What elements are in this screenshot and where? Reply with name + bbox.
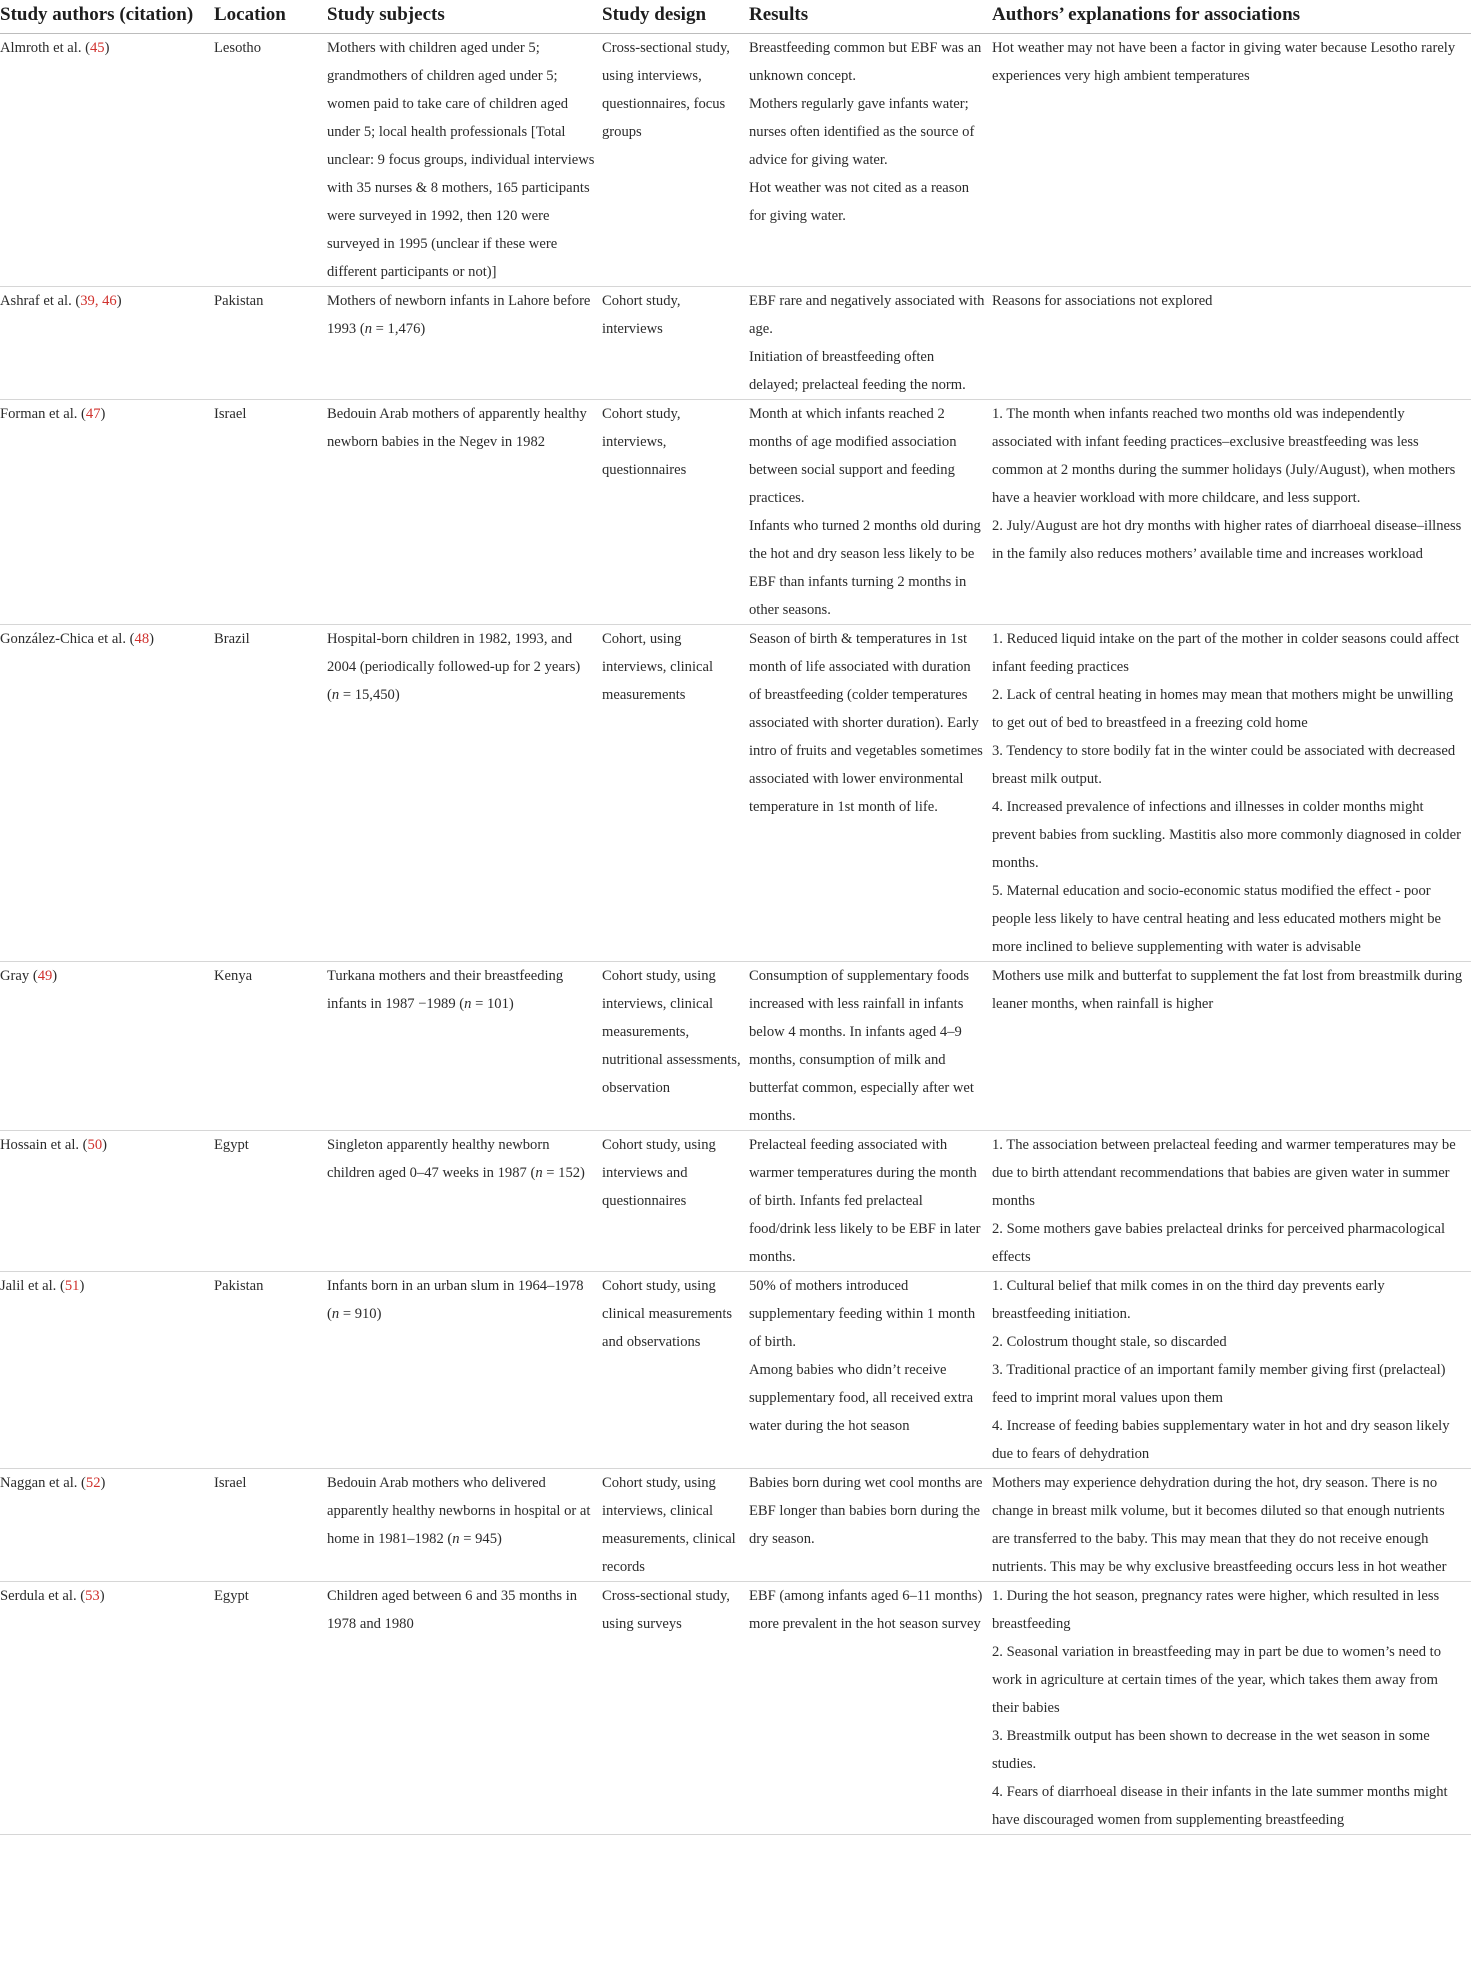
results-cell [749, 1131, 992, 1272]
result-line: Prelacteal feeding associated with warmer temperatures during the month of birth. Infants fed prelacteal food/drink less likely to be EBF in later months. [749, 1137, 981, 1265]
explanation-line: 2. Seasonal variation in breastfeeding may in part be due to women’s need to work in agriculture at certain times of the year, which takes them away from their babies [992, 1644, 1442, 1716]
explanations-cell [992, 1131, 1471, 1272]
location-cell: Egypt [214, 1137, 249, 1153]
results-cell [749, 962, 992, 1131]
location-cell: Brazil [214, 631, 250, 647]
table-row [0, 1582, 1471, 1835]
results-cell [749, 1272, 992, 1469]
result-line: Season of birth & temperatures in 1st month of life associated with duration of breastfeeding (colder temperatures associated with shorter duration). Early intro of fruits and vegetables sometimes associated with lower environmental temperature in 1st month of life. [749, 631, 983, 815]
design-cell: Cohort study, interviews, questionnaires [602, 406, 687, 478]
column-header: Study authors (citation) [0, 4, 194, 25]
author-cell: Serdula et al. (53) [0, 1588, 105, 1604]
location-cell: Pakistan [214, 293, 264, 309]
location-cell: Israel [214, 406, 247, 422]
design-cell: Cohort study, interviews [602, 293, 681, 337]
design-cell: Cross-sectional study, using surveys [602, 1588, 730, 1632]
explanation-line: Mothers use milk and butterfat to supplement the fat lost from breastmilk during leaner months, when rainfall is higher [992, 968, 1463, 1012]
explanation-line: 1. Cultural belief that milk comes in on the third day prevents early breastfeeding initiation. [992, 1278, 1385, 1322]
explanations-cell [992, 1469, 1471, 1582]
author-cell: Forman et al. (47) [0, 406, 106, 422]
author-name: Hossain et al. ( [0, 1137, 88, 1153]
design-cell: Cohort, using interviews, clinical measurements [602, 631, 714, 703]
explanation-line: 2. Colostrum thought stale, so discarded [992, 1334, 1227, 1350]
subjects-cell: Bedouin Arab mothers who delivered apparently healthy newborns in hospital or at home in 1981–1982 (n = 945) [327, 1475, 591, 1547]
author-cell: Jalil et al. (51) [0, 1278, 85, 1294]
result-line: EBF rare and negatively associated with age. [749, 293, 985, 337]
result-line: Among babies who didn’t receive supplementary food, all received extra water during the hot season [749, 1362, 974, 1434]
result-line: Infants who turned 2 months old during the hot and dry season less likely to be EBF than infants turning 2 months in other seasons. [749, 518, 981, 618]
result-line: EBF (among infants aged 6–11 months) more prevalent in the hot season survey [749, 1588, 983, 1632]
explanation-line: 1. The month when infants reached two months old was independently associated with infant feeding practices–exclusive breastfeeding was less common at 2 months during the summer holidays (July/August), when mothers have a heavier workload with more childcare, and less support. [992, 406, 1456, 506]
citation-link[interactable]: 48 [134, 631, 150, 647]
subjects-cell: Hospital-born children in 1982, 1993, and 2004 (periodically followed-up for 2 years) (n = 15,450) [327, 631, 581, 703]
table-row [0, 1131, 1471, 1272]
explanation-line: 3. Tendency to store bodily fat in the winter could be associated with decreased breast milk output. [992, 743, 1456, 787]
table-row [0, 625, 1471, 962]
author-name: Gray ( [0, 968, 38, 984]
author-cell: González-Chica et al. (48) [0, 631, 154, 647]
explanation-line: 2. July/August are hot dry months with higher rates of diarrhoeal disease–illness in the family also reduces mothers’ available time and increases workload [992, 518, 1462, 562]
explanations-cell [992, 400, 1471, 625]
subjects-cell: Mothers of newborn infants in Lahore before 1993 (n = 1,476) [327, 293, 591, 337]
author-name: Jalil et al. ( [0, 1278, 65, 1294]
author-cell: Almroth et al. (45) [0, 40, 110, 56]
results-cell [749, 1469, 992, 1582]
column-header: Location [214, 4, 286, 25]
explanation-line: 3. Breastmilk output has been shown to decrease in the wet season in some studies. [992, 1728, 1430, 1772]
author-name: Serdula et al. ( [0, 1588, 86, 1604]
author-cell: Naggan et al. (52) [0, 1475, 106, 1491]
explanation-line: 1. Reduced liquid intake on the part of the mother in colder seasons could affect infant feeding practices [992, 631, 1459, 675]
location-cell: Israel [214, 1475, 247, 1491]
author-cell: Gray (49) [0, 968, 58, 984]
result-line: Breastfeeding common but EBF was an unknown concept. [749, 40, 982, 84]
author-name: Naggan et al. ( [0, 1475, 86, 1491]
table-row [0, 287, 1471, 400]
results-cell [749, 287, 992, 400]
explanations-cell [992, 1272, 1471, 1469]
result-line: Babies born during wet cool months are EBF longer than babies born during the dry season. [749, 1475, 983, 1547]
explanations-cell [992, 1582, 1471, 1835]
table-row [0, 962, 1471, 1131]
explanation-line: 1. The association between prelacteal feeding and warmer temperatures may be due to birth attendant recommendations that babies are given water in summer months [992, 1137, 1456, 1209]
subjects-cell: Infants born in an urban slum in 1964–1978 (n = 910) [327, 1278, 584, 1322]
author-name: Ashraf et al. ( [0, 293, 81, 309]
explanation-line: Mothers may experience dehydration during the hot, dry season. There is no change in breast milk volume, but it becomes diluted so that enough nutrients are transferred to the baby. This may mean that they do not receive enough nutrients. This may be why exclusive breastfeeding occurs less in hot weather [992, 1475, 1447, 1575]
citation-link[interactable]: 39, 46 [80, 293, 117, 309]
location-cell: Lesotho [214, 40, 262, 56]
result-line: Month at which infants reached 2 months of age modified association between social support and feeding practices. [749, 406, 957, 506]
subjects-cell: Mothers with children aged under 5; grandmothers of children aged under 5; women paid to take care of children aged under 5; local health professionals [Total unclear: 9 focus groups, individual interviews with 35 nurses & 8 mothers, 165 participants were surveyed in 1992, then 120 were surveyed in 1995 (unclear if these were different participants or not)] [327, 40, 595, 280]
explanation-line: 4. Increased prevalence of infections and illnesses in colder months might prevent babies from suckling. Mastitis also more commonly diagnosed in colder months. [992, 799, 1461, 871]
table-row [0, 1469, 1471, 1582]
explanations-cell [992, 34, 1471, 287]
results-cell [749, 400, 992, 625]
author-cell: Ashraf et al. (39, 46) [0, 293, 122, 309]
subjects-cell: Children aged between 6 and 35 months in 1978 and 1980 [327, 1588, 578, 1632]
citation-link[interactable]: 53 [85, 1588, 100, 1604]
subjects-cell: Bedouin Arab mothers of apparently healthy newborn babies in the Negev in 1982 [327, 406, 587, 450]
explanation-line: 2. Some mothers gave babies prelacteal drinks for perceived pharmacological effects [992, 1221, 1446, 1265]
citation-link[interactable]: 50 [87, 1137, 103, 1153]
results-cell [749, 34, 992, 287]
column-header: Authors’ explanations for associations [992, 4, 1301, 25]
explanation-line: 4. Increase of feeding babies supplementary water in hot and dry season likely due to fears of dehydration [992, 1418, 1450, 1462]
result-line: Initiation of breastfeeding often delayed; prelacteal feeding the norm. [749, 349, 966, 393]
result-line: Consumption of supplementary foods increased with less rainfall in infants below 4 months. In infants aged 4–9 months, consumption of milk and butterfat common, especially after wet months. [749, 968, 974, 1124]
location-cell: Kenya [214, 968, 253, 984]
column-header: Study design [602, 4, 707, 25]
citation-link[interactable]: 51 [64, 1278, 80, 1294]
design-cell: Cohort study, using interviews, clinical measurements, clinical records [602, 1475, 736, 1575]
author-cell: Hossain et al. (50) [0, 1137, 108, 1153]
location-cell: Pakistan [214, 1278, 264, 1294]
result-line: Hot weather was not cited as a reason for giving water. [749, 180, 970, 224]
result-line: 50% of mothers introduced supplementary feeding within 1 month of birth. [749, 1278, 976, 1350]
header-row [0, 0, 1471, 34]
results-cell [749, 1582, 992, 1835]
table-row [0, 400, 1471, 625]
citation-link[interactable]: 52 [85, 1475, 101, 1491]
explanations-cell [992, 962, 1471, 1131]
citation-link[interactable]: 49 [37, 968, 53, 984]
explanation-line: 2. Lack of central heating in homes may mean that mothers might be unwilling to get out of bed to breastfeed in a freezing cold home [992, 687, 1454, 731]
explanation-line: 5. Maternal education and socio-economic status modified the effect - poor people less likely to have central heating and less educated mothers might be more inclined to believe supplementing with water is advisable [992, 883, 1442, 955]
column-header: Study subjects [327, 4, 445, 25]
results-cell [749, 625, 992, 962]
table-row [0, 34, 1471, 287]
author-name: Forman et al. ( [0, 406, 86, 422]
subjects-cell: Singleton apparently healthy newborn children aged 0–47 weeks in 1987 (n = 152) [327, 1137, 585, 1181]
author-name: González-Chica et al. ( [0, 631, 135, 647]
citation-link[interactable]: 45 [89, 40, 105, 56]
citation-link[interactable]: 47 [85, 406, 101, 422]
table-row [0, 1272, 1471, 1469]
explanations-cell [992, 625, 1471, 962]
explanations-cell [992, 287, 1471, 400]
explanation-line: Reasons for associations not explored [992, 293, 1213, 309]
design-cell: Cross-sectional study, using interviews, questionnaires, focus groups [602, 40, 730, 140]
design-cell: Cohort study, using interviews and questionnaires [602, 1137, 716, 1209]
explanation-line: 4. Fears of diarrhoeal disease in their infants in the late summer months might have discouraged women from supplementing breastfeeding [992, 1784, 1448, 1828]
design-cell: Cohort study, using interviews, clinical measurements, nutritional assessments, observation [602, 968, 741, 1096]
location-cell: Egypt [214, 1588, 249, 1604]
design-cell: Cohort study, using clinical measurements and observations [602, 1278, 733, 1350]
result-line: Mothers regularly gave infants water; nurses often identified as the source of advice for giving water. [749, 96, 975, 168]
explanation-line: 3. Traditional practice of an important family member giving first (prelacteal) feed to imprint moral values upon them [992, 1362, 1446, 1406]
column-header: Results [749, 4, 809, 25]
author-name: Almroth et al. ( [0, 40, 90, 56]
explanation-line: Hot weather may not have been a factor in giving water because Lesotho rarely experiences very high ambient temperatures [992, 40, 1456, 84]
explanation-line: 1. During the hot season, pregnancy rates were higher, which resulted in less breastfeeding [992, 1588, 1440, 1632]
subjects-cell: Turkana mothers and their breastfeeding infants in 1987 −1989 (n = 101) [327, 968, 564, 1012]
